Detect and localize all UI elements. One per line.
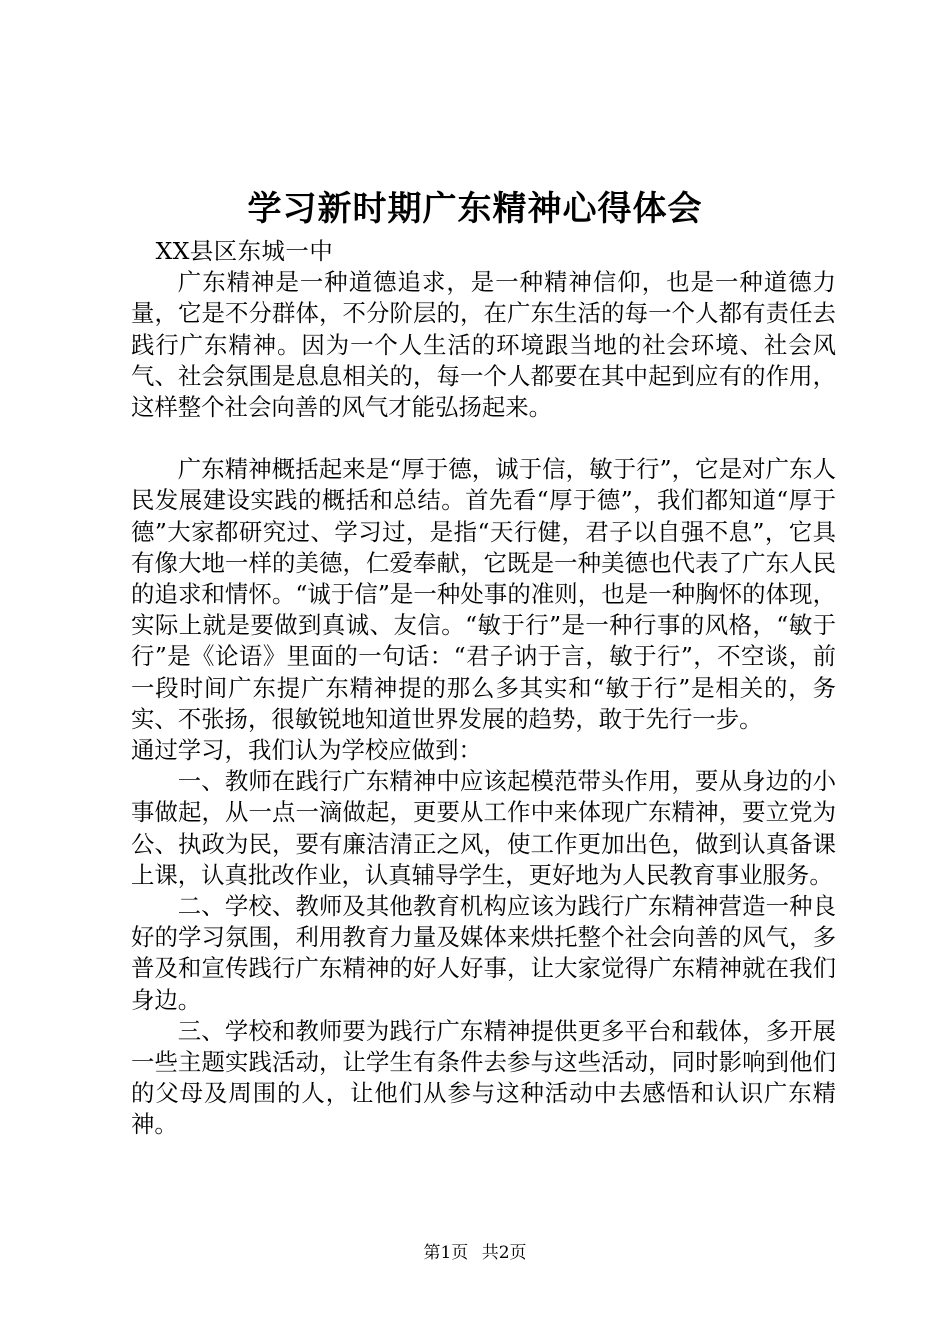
document-title: 学习新时期广东精神心得体会	[247, 189, 703, 229]
paragraph-spirit: 广东精神概括起来是“厚于德，诚于信，敏于行”，它是对广东人民发展建设实践的概括和总结。首先看“厚于德”，我们都知道“厚于德”大家都研究过、学习过，是指“天行健，君子以自强不息”，它具有像大地一样的美德，仁爱奉献，它既是一种美德也代表了广东人民的追求和情怀。“诚于信”是一种处事的准则，也是一种胸怀的体现，实际上就是要做到真诚、友信。“敏于行”是一种行事的风格，“敏于行”是《论语》里面的一句话：“君子讷于言，敏于行”，不空谈，前一段时间广东提广东精神提的那么多其实和“敏于行”是相关的，务实、不张扬，很敏锐地知道世界发展的趋势，敢于先行一步。	[131, 455, 836, 733]
paragraph-point-3: 三、学校和教师要为践行广东精神提供更多平台和载体，多开展一些主题实践活动，让学生有条件去参与这些活动，同时影响到他们的父母及周围的人，让他们从参与这种活动中去感悟和认识广东精神。	[131, 1016, 836, 1139]
paragraph-gap	[131, 423, 836, 454]
page-footer	[0, 1242, 950, 1264]
paragraph-point-1: 一、教师在践行广东精神中应该起模范带头作用，要从身边的小事做起，从一点一滴做起，更要从工作中来体现广东精神，要立党为公、执政为民，要有廉洁清正之风，使工作更加出色，做到认真备课上课，认真批改作业，认真辅导学生，更好地为人民教育事业服务。	[131, 767, 836, 889]
paragraph-lead-in: 通过学习，我们认为学校应做到：	[131, 736, 482, 765]
page-total: 共2页	[481, 1243, 527, 1263]
page-number: 第1页	[423, 1243, 469, 1263]
paragraph-intro: 广东精神是一种道德追求，是一种精神信仰，也是一种道德力量，它是不分群体，不分阶层的，在广东生活的每一个人都有责任去践行广东精神。因为一个人生活的环境跟当地的社会环境、社会风气、社会氛围是息息相关的，每一个人都要在其中起到应有的作用，这样整个社会向善的风气才能弘扬起来。	[131, 268, 836, 422]
paragraph-point-2: 二、学校、教师及其他教育机构应该为践行广东精神营造一种良好的学习氛围，利用教育力量及媒体来烘托整个社会向善的风气，多普及和宣传践行广东精神的好人好事，让大家觉得广东精神就在我们身边。	[131, 892, 836, 1014]
document-body	[131, 236, 836, 1141]
school-name: XX县区东城一中	[155, 237, 334, 265]
